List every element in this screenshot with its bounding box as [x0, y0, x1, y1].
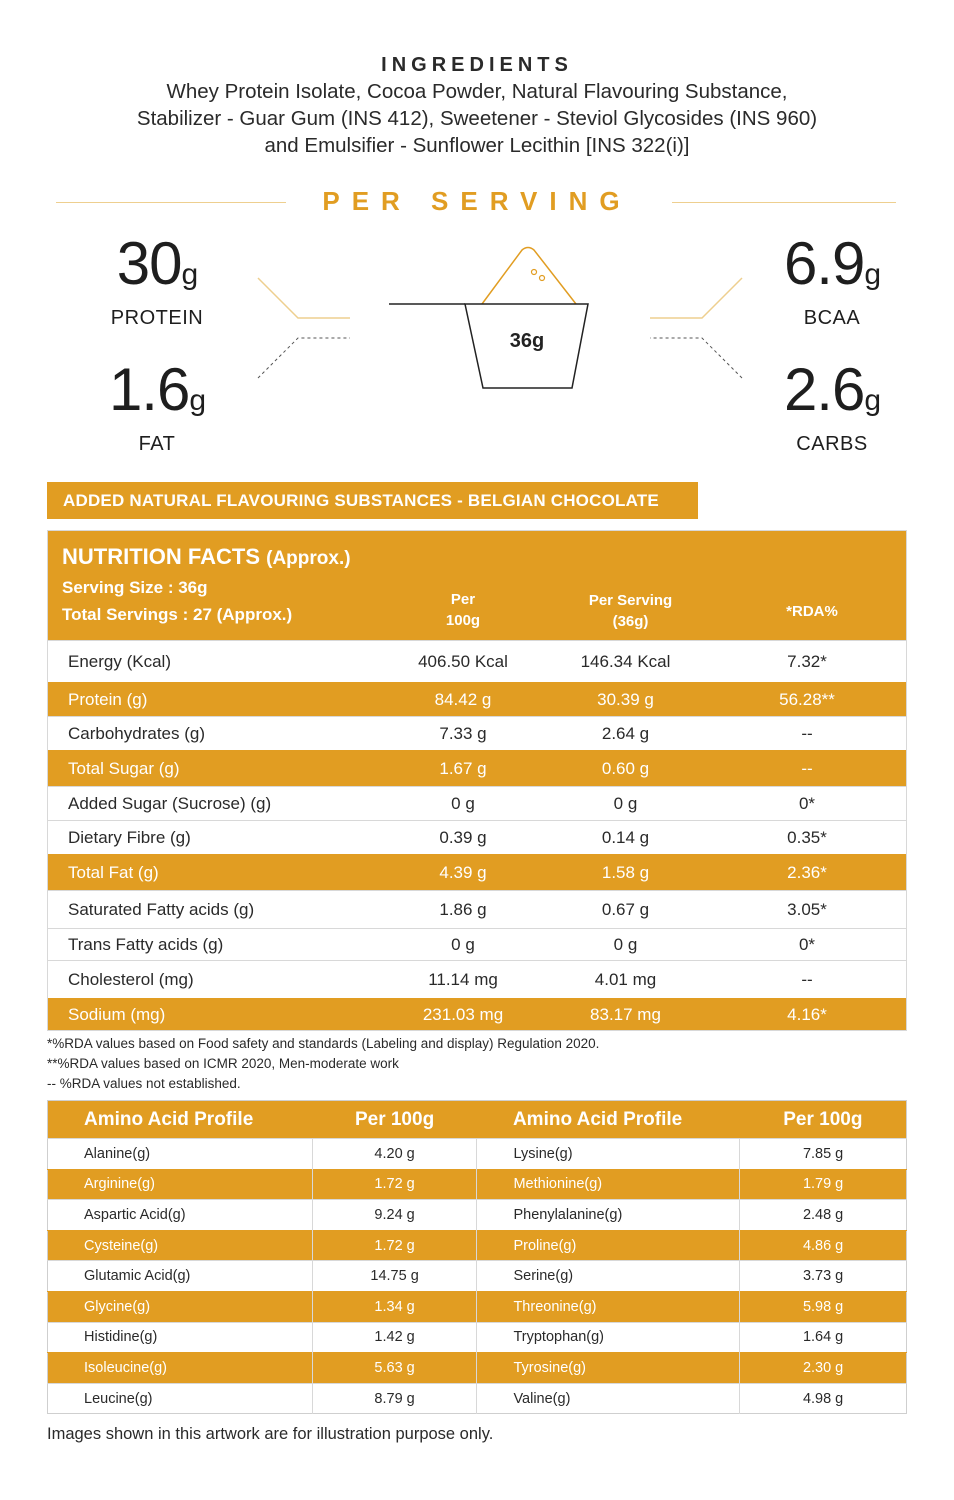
- nutrition-title: [62, 544, 351, 570]
- amino-row: [48, 1322, 907, 1353]
- amino-acid-table: [47, 1100, 907, 1414]
- nutrient-name: Added Sugar (Sucrose) (g): [68, 793, 272, 813]
- col-per-100g-l2: 100g: [445, 612, 481, 629]
- amino-name: Serine(g): [477, 1261, 740, 1292]
- amino-value: 2.48 g: [740, 1200, 907, 1231]
- protein-stat: [82, 230, 232, 330]
- nutrient-name: Trans Fatty acids (g): [68, 934, 224, 954]
- carbs-unit: g: [864, 384, 881, 417]
- col-per-serving: [543, 590, 718, 632]
- amino-value: 1.42 g: [312, 1322, 477, 1353]
- amino-name: Valine(g): [477, 1383, 740, 1414]
- fat-connector: [258, 338, 350, 378]
- value-rda: --: [801, 723, 813, 743]
- amino-name: Glutamic Acid(g): [48, 1261, 313, 1292]
- fat-value: 1.6: [108, 356, 190, 423]
- amino-value: 4.86 g: [740, 1230, 907, 1261]
- amino-name: Isoleucine(g): [48, 1353, 313, 1384]
- nutrition-facts-table: [47, 530, 907, 1031]
- amino-row: [48, 1139, 907, 1170]
- nutrition-row: [48, 750, 906, 786]
- value-per-serving: 0.14 g: [601, 827, 650, 847]
- amino-header-name: Amino Acid Profile: [48, 1101, 313, 1139]
- amino-value: 4.20 g: [312, 1139, 477, 1170]
- col-per-100g: [383, 589, 543, 631]
- value-per-serving: 2.64 g: [601, 723, 650, 743]
- amino-row: [48, 1353, 907, 1384]
- nutrition-row: [48, 640, 906, 682]
- protein-label: PROTEIN: [110, 307, 204, 329]
- ingredients-list: [60, 78, 894, 159]
- nutrient-name: Sodium (mg): [68, 1004, 166, 1024]
- nutrition-title-suffix: (Approx.): [266, 548, 351, 569]
- amino-name: Cysteine(g): [48, 1230, 313, 1261]
- value-rda: 3.05*: [787, 899, 827, 919]
- nutrition-row: [48, 786, 906, 820]
- amino-row: [48, 1230, 907, 1261]
- col-rda: *RDA%: [786, 603, 838, 620]
- value-per-serving: 30.39 g: [597, 689, 654, 709]
- nutrient-name: Total Sugar (g): [68, 758, 180, 778]
- protein-value: 30: [116, 230, 182, 297]
- amino-row: [48, 1291, 907, 1322]
- amino-name: Alanine(g): [48, 1139, 313, 1170]
- value-rda: 0*: [798, 793, 816, 813]
- ingredients-line: Stabilizer - Guar Gum (INS 412), Sweetener - Steviol Glycosides (INS 960): [136, 107, 818, 130]
- amino-header-value: Per 100g: [740, 1101, 907, 1139]
- note-line: -- %RDA values not established.: [47, 1076, 241, 1091]
- amino-value: 4.98 g: [740, 1383, 907, 1414]
- nutrition-row: [48, 890, 906, 928]
- divider-left: [56, 202, 286, 203]
- bcaa-value: 6.9: [783, 230, 865, 297]
- value-rda: 0.35*: [787, 827, 827, 847]
- value-rda: 4.16*: [787, 1004, 827, 1024]
- amino-name: Leucine(g): [48, 1383, 313, 1414]
- value-per-100g: 0 g: [451, 793, 475, 813]
- nutrition-header: [48, 531, 906, 640]
- amino-name: Threonine(g): [477, 1291, 740, 1322]
- value-per-100g: 11.14 mg: [428, 969, 498, 989]
- value-per-100g: 1.86 g: [439, 899, 487, 919]
- amino-value: 8.79 g: [312, 1383, 477, 1414]
- ingredients-line: Whey Protein Isolate, Cocoa Powder, Natural Flavouring Substance,: [166, 80, 788, 103]
- value-per-100g: 0 g: [451, 934, 475, 954]
- amino-header-value: Per 100g: [312, 1101, 477, 1139]
- amino-name: Tyrosine(g): [477, 1353, 740, 1384]
- amino-name: Histidine(g): [48, 1322, 313, 1353]
- carbs-connector: [650, 338, 742, 378]
- amino-value: 7.85 g: [740, 1139, 907, 1170]
- value-rda: --: [801, 758, 813, 778]
- amino-row: [48, 1169, 907, 1200]
- amino-row: [48, 1261, 907, 1292]
- col-per-100g-l1: Per: [450, 591, 476, 608]
- note-line: *%RDA values based on Food safety and standards (Labeling and display) Regulation 2020.: [47, 1036, 600, 1051]
- value-per-serving: 0.67 g: [601, 899, 650, 919]
- ingredients-line: and Emulsifier - Sunflower Lecithin [INS 322(i)]: [264, 134, 690, 157]
- serving-size: Serving Size : 36g: [62, 578, 208, 597]
- amino-row: [48, 1200, 907, 1231]
- amino-value: 1.79 g: [740, 1169, 907, 1200]
- amino-name: Glycine(g): [48, 1291, 313, 1322]
- flavour-banner: ADDED NATURAL FLAVOURING SUBSTANCES - BELGIAN CHOCOLATE: [47, 482, 698, 519]
- value-per-100g: 4.39 g: [439, 862, 487, 882]
- value-per-100g: 231.03 mg: [422, 1004, 504, 1024]
- value-per-serving: 0.60 g: [601, 758, 650, 778]
- nutrient-name: Cholesterol (mg): [68, 969, 194, 989]
- nutrition-title-text: NUTRITION FACTS: [62, 544, 260, 569]
- value-per-serving: 4.01 mg: [594, 969, 657, 989]
- value-per-100g: 406.50 Kcal: [418, 651, 508, 671]
- nutrition-row: [48, 854, 906, 890]
- nutrient-name: Protein (g): [68, 689, 148, 709]
- amino-value: 9.24 g: [312, 1200, 477, 1231]
- amino-value: 2.30 g: [740, 1353, 907, 1384]
- carbs-value: 2.6: [783, 356, 865, 423]
- value-per-serving: 83.17 mg: [590, 1004, 661, 1024]
- amino-value: 1.64 g: [740, 1322, 907, 1353]
- carbs-stat: [752, 356, 912, 456]
- scoop-illustration: [250, 236, 750, 396]
- amino-name: Proline(g): [477, 1230, 740, 1261]
- protein-unit: g: [181, 258, 198, 291]
- nutrition-row: [48, 960, 906, 998]
- value-per-100g: 84.42 g: [434, 689, 492, 709]
- amino-value: 1.72 g: [312, 1169, 477, 1200]
- amino-name: Lysine(g): [477, 1139, 740, 1170]
- bcaa-stat: [752, 230, 912, 330]
- amino-name: Methionine(g): [477, 1169, 740, 1200]
- amino-row: [48, 1383, 907, 1414]
- nutrition-row: [48, 928, 906, 960]
- fat-label: FAT: [138, 433, 176, 455]
- amino-value: 5.63 g: [312, 1353, 477, 1384]
- fat-unit: g: [189, 384, 206, 417]
- nutrition-row: [48, 820, 906, 854]
- col-per-serving-l2: (36g): [612, 613, 649, 630]
- scoop-weight: 36g: [509, 330, 545, 352]
- nutrition-rows: [48, 640, 906, 1030]
- value-rda: 56.28**: [779, 689, 835, 709]
- nutrient-name: Dietary Fibre (g): [68, 827, 191, 847]
- nutrient-name: Carbohydrates (g): [68, 723, 206, 743]
- divider-right: [672, 202, 896, 203]
- amino-value: 1.72 g: [312, 1230, 477, 1261]
- disclaimer: Images shown in this artwork are for illustration purpose only.: [47, 1425, 494, 1443]
- amino-value: 3.73 g: [740, 1261, 907, 1292]
- powder-mound: [482, 248, 576, 305]
- value-per-100g: 0.39 g: [439, 827, 487, 847]
- value-rda: 2.36*: [787, 862, 827, 882]
- amino-name: Aspartic Acid(g): [48, 1200, 313, 1231]
- value-per-serving: 1.58 g: [601, 862, 650, 882]
- value-rda: --: [801, 969, 813, 989]
- nutrition-row: [48, 716, 906, 750]
- per-serving-title: PER SERVING: [322, 186, 632, 216]
- nutrition-row: [48, 998, 906, 1030]
- amino-value: 1.34 g: [312, 1291, 477, 1322]
- amino-header-row: [48, 1101, 907, 1139]
- value-rda: 0*: [798, 934, 816, 954]
- nutrient-name: Energy (Kcal): [68, 651, 171, 671]
- value-per-serving: 146.34 Kcal: [580, 651, 671, 671]
- amino-value: 5.98 g: [740, 1291, 907, 1322]
- amino-name: Phenylalanine(g): [477, 1200, 740, 1231]
- total-servings: Total Servings : 27 (Approx.): [62, 605, 293, 624]
- protein-connector: [258, 278, 350, 318]
- note-line: **%RDA values based on ICMR 2020, Men-moderate work: [47, 1056, 399, 1071]
- value-rda: 7.32*: [787, 651, 827, 671]
- fat-stat: [82, 356, 232, 456]
- value-per-100g: 1.67 g: [439, 758, 487, 778]
- amino-value: 14.75 g: [312, 1261, 477, 1292]
- nutrition-row: [48, 682, 906, 716]
- amino-header-name: Amino Acid Profile: [477, 1101, 740, 1139]
- bcaa-label: BCAA: [803, 307, 861, 329]
- value-per-100g: 7.33 g: [439, 723, 487, 743]
- bcaa-unit: g: [864, 258, 881, 291]
- carbs-label: CARBS: [796, 433, 868, 455]
- ingredients-title: INGREDIENTS: [381, 54, 573, 76]
- value-per-serving: 0 g: [613, 934, 638, 954]
- amino-name: Arginine(g): [48, 1169, 313, 1200]
- rda-notes: [47, 1034, 599, 1094]
- value-per-serving: 0 g: [613, 793, 638, 813]
- bcaa-connector: [650, 278, 742, 318]
- amino-name: Tryptophan(g): [477, 1322, 740, 1353]
- amino-rows: [48, 1139, 907, 1414]
- col-per-serving-l1: Per Serving: [588, 592, 673, 609]
- nutrient-name: Saturated Fatty acids (g): [68, 899, 255, 919]
- nutrient-name: Total Fat (g): [68, 862, 159, 882]
